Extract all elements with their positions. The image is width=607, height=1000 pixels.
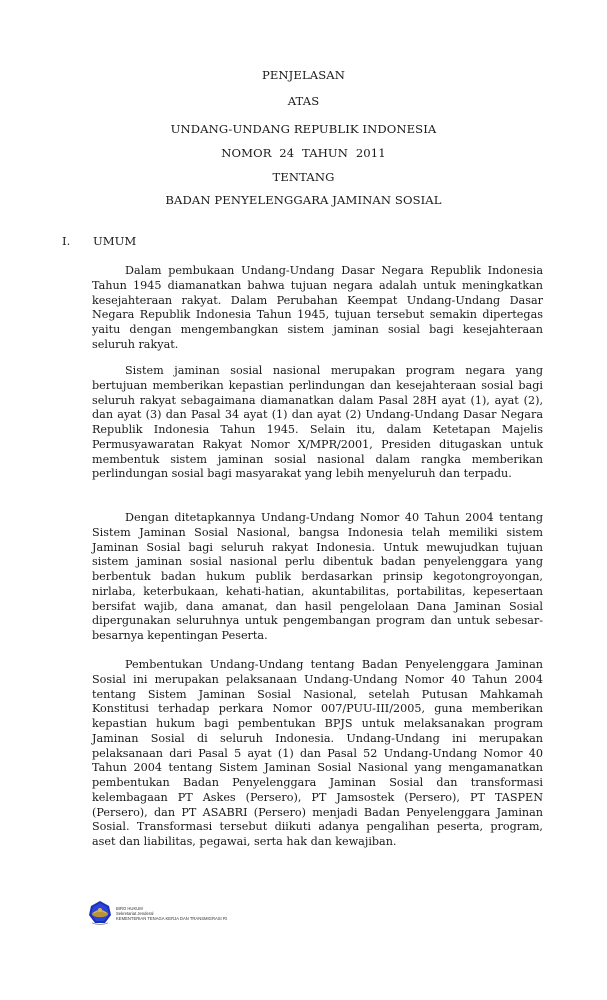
heading-law-number: NOMOR 24 TAHUN 2011 [221,146,386,160]
heading-law-type: UNDANG-UNDANG REPUBLIK INDONESIA [170,122,437,136]
section-title: UMUM [93,234,137,248]
ministry-emblem-icon [88,900,112,926]
section-number: I. [62,234,71,248]
heading-penjelasan: PENJELASAN [261,68,346,82]
paragraph: Pembentukan Undang-Undang tentang Badan Penyelenggara Jaminan Sosial ini merupakan pelaksanaan Undang-Undang Nomor 40 Tahun 2004 tentang Sistem Jaminan Sosial Nasional, setelah Putusan Mahkamah Konstitusi terhadap perkara Nomor 007/PUU-III/2005, guna memberikan kepastian hukum bagi pembentukan BPJS untuk melaksanakan program Jaminan Sosial di seluruh Indonesia. Undang-Undang ini merupakan pelaksanaan dari Pasal 5 ayat (1) dan Pasal 52 Undang-Undang Nomor 40 Tahun 2004 tentang Sistem Jaminan Sosial Nasional yang mengamanatkan pembentukan Badan Penyelenggara Jaminan Sosial dan transformasi kelembagaan PT Askes (Persero), PT Jamsostek (Persero), PT TASPEN (Persero), dan PT ASABRI (Persero) menjadi Badan Penyelenggara Jaminan Sosial. Transformasi tersebut diikuti adanya pengalihan peserta, program, aset dan liabilitas, pegawai, serta hak dan kewajiban. [92,658,543,848]
paragraph: Dalam pembukaan Undang-Undang Dasar Negara Republik Indonesia Tahun 1945 diamanatkan bahwa tujuan negara adalah untuk meningkatkan kesejahteraan rakyat. Dalam Perubahan Keempat Undang-Undang Dasar Negara Republik Indonesia Tahun 1945, tujuan tersebut semakin dipertegas yaitu dengan mengembangkan sistem jaminan sosial bagi kesejahteraan seluruh rakyat. [92,264,543,351]
section-heading [62,234,136,248]
heading-tentang: TENTANG [272,170,335,184]
heading-law-title: BADAN PENYELENGGARA JAMINAN SOSIAL [165,193,442,207]
footer-line-bureau: BIRO HUKUM [116,905,143,911]
footer-line-secretariat: Sekretariat Jenderal [116,910,154,916]
footer-text [116,906,227,921]
paragraph: Sistem jaminan sosial nasional merupakan program negara yang bertujuan memberikan kepastian perlindungan dan kesejahteraan sosial bagi seluruh rakyat sebagaimana diamanatkan dalam Pasal 28H ayat (1), ayat (2), dan ayat (3) dan Pasal 34 ayat (1) dan ayat (2) Undang-Undang Dasar Negara Republik Indonesia Tahun 1945. Selain itu, dalam Ketetapan Majelis Permusyawaratan Rakyat Nomor X/MPR/2001, Presiden ditugaskan untuk membentuk sistem jaminan sosial nasional dalam rangka memberikan perlindungan sosial bagi masyarakat yang lebih menyeluruh dan terpadu. [92,364,543,481]
footer-line-ministry: KEMENTERIAN TENAGA KERJA DAN TRANSMIGRASI RI [116,915,228,921]
heading-atas: ATAS [287,94,320,108]
paragraph: Dengan ditetapkannya Undang-Undang Nomor 40 Tahun 2004 tentang Sistem Jaminan Sosial Nasional, bangsa Indonesia telah memiliki sistem Jaminan Sosial bagi seluruh rakyat Indonesia. Untuk mewujudkan tujuan sistem jaminan sosial nasional perlu dibentuk badan penyelenggara yang berbentuk badan hukum publik berdasarkan prinsip kegotongroyongan, nirlaba, keterbukaan, kehati-hatian, akuntabilitas, portabilitas, kepesertaan bersifat wajib, dana amanat, dan hasil pengelolaan Dana Jaminan Sosial dipergunakan seluruhnya untuk pengembangan program dan untuk sebesar-besarnya kepentingan Peserta. [92,511,543,642]
footer [88,899,227,927]
